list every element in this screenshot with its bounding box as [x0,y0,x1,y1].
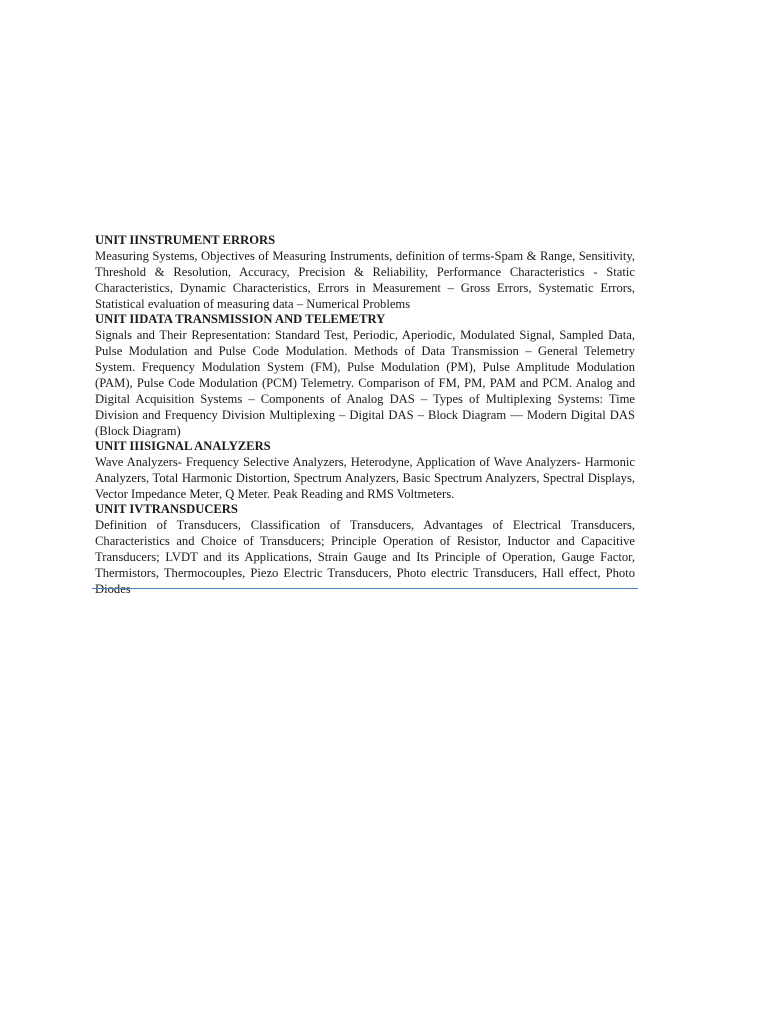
unit-1-heading: UNIT IINSTRUMENT ERRORS [95,233,276,247]
unit-3-section [95,439,635,502]
unit-2-body: Signals and Their Representation: Standard Test, Periodic, Aperiodic, Modulated Signal, Sampled Data, Pulse Modulation and Pulse Code Modulation. Methods of Data Transmission – General Telemetry System. Frequency Modulation System (FM), Pulse Modulation (PM), Pulse Amplitude Modulation (PAM), Pulse Code Modulation (PCM) Telemetry. Comparison of FM, PM, PAM and PCM. Analog and Digital Acquisition Systems – Components of Analog DAS – Types of Multiplexing Systems: Time Division and Frequency Division Multiplexing – Digital DAS – Block Diagram — Modern Digital DAS (Block Diagram) [95,328,635,438]
unit-4-section [95,502,635,597]
unit-4-body: Definition of Transducers, Classification of Transducers, Advantages of Electrical Transducers, Characteristics and Choice of Transducers; Principle Operation of Resistor, Inductor and Capacitive Transducers; LVDT and its Applications, Strain Gauge and Its Principle of Operation, Gauge Factor, Thermistors, Thermocouples, Piezo Electric Transducers, Photo electric Transducers, Hall effect, Photo Diodes [95,518,635,596]
page-divider-line [92,588,638,589]
unit-4-heading: UNIT IVTRANSDUCERS [95,502,238,516]
syllabus-text-block [95,233,635,596]
unit-3-heading: UNIT IIISIGNAL ANALYZERS [95,439,271,453]
unit-3-body: Wave Analyzers- Frequency Selective Analyzers, Heterodyne, Application of Wave Analyzers- Harmonic Analyzers, Total Harmonic Distortion, Spectrum Analyzers, Basic Spectrum Analyzers, Spectral Displays, Vector Impedance Meter, Q Meter. Peak Reading and RMS Voltmeters. [95,455,635,501]
unit-1-body: Measuring Systems, Objectives of Measuring Instruments, definition of terms-Spam & Range, Sensitivity, Threshold & Resolution, Accuracy, Precision & Reliability, Performance Characteristics - Static Characteristics, Dynamic Characteristics, Errors in Measurement – Gross Errors, Systematic Errors, Statistical evaluation of measuring data – Numerical Problems [95,249,635,311]
unit-2-heading: UNIT IIDATA TRANSMISSION AND TELEMETRY [95,312,386,326]
unit-2-section [95,312,635,439]
unit-1-section [95,233,635,312]
